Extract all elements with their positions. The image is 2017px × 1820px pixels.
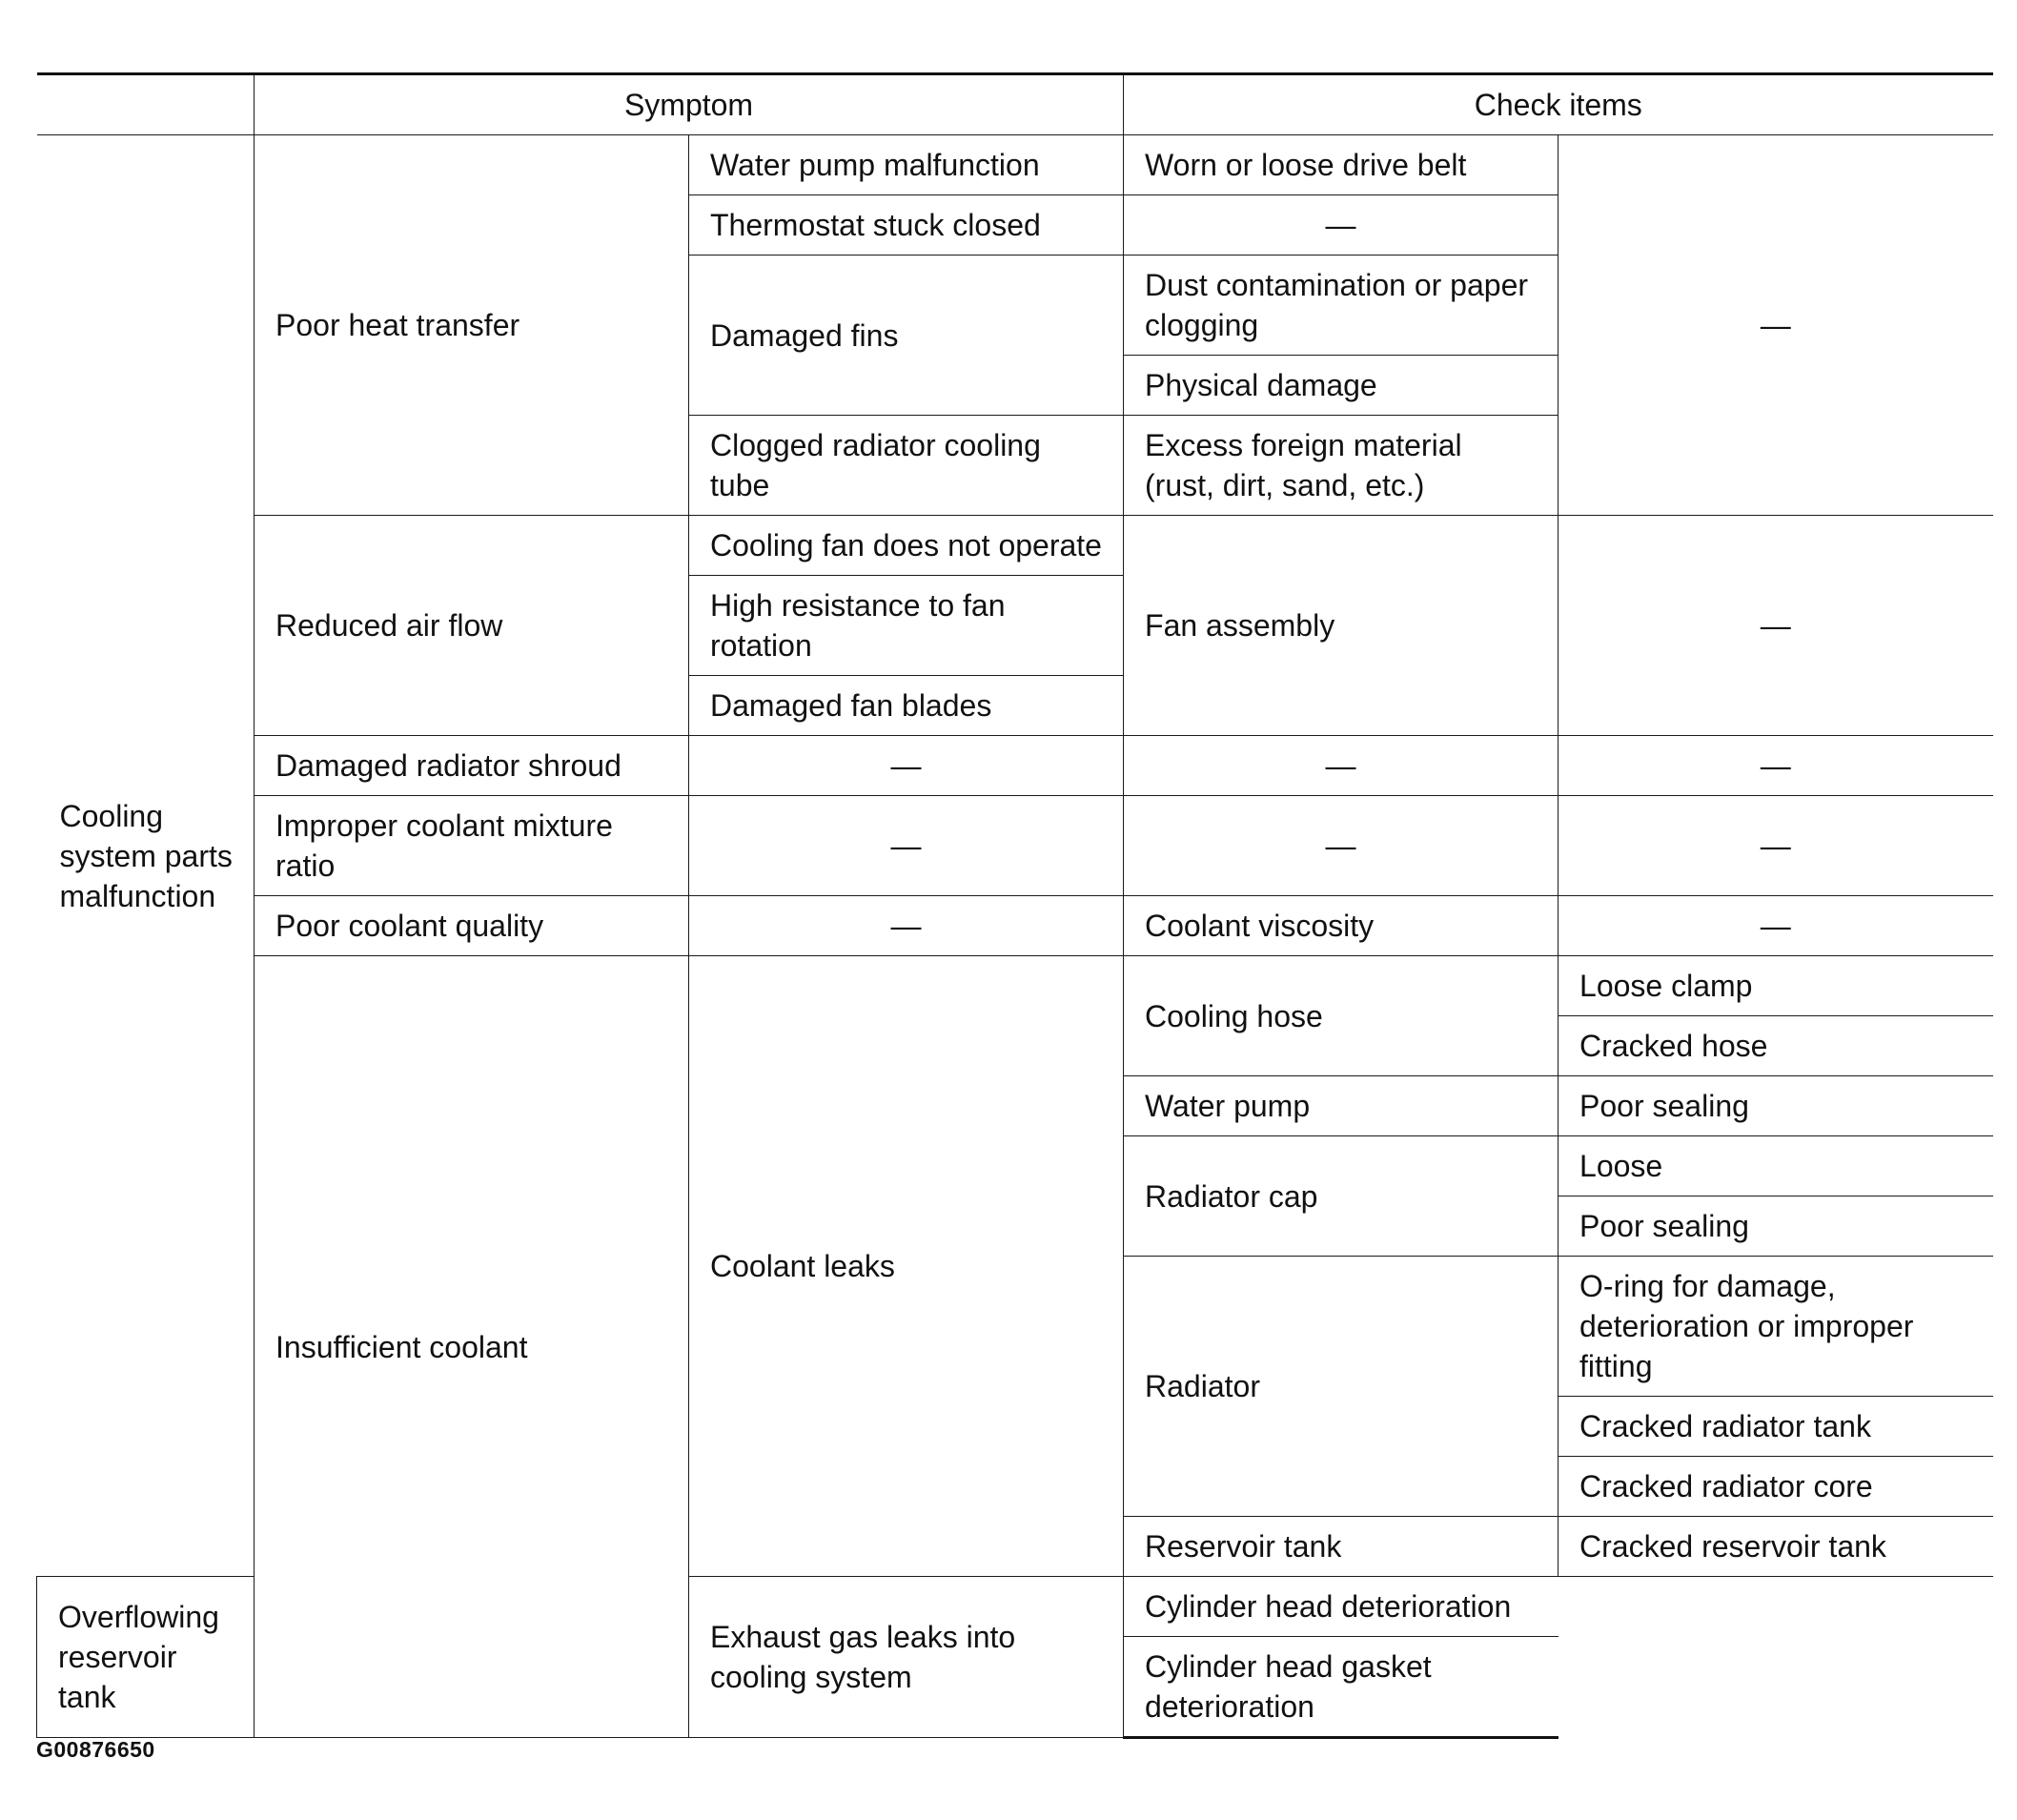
check-none-dash: — <box>1559 135 1993 516</box>
check-none-dash: — <box>1559 896 1993 956</box>
check-exhaust-gas-leaks: Exhaust gas leaks into cooling system <box>689 1577 1124 1738</box>
cause-none-dash: — <box>689 736 1124 796</box>
check-cracked-hose: Cracked hose <box>1559 1016 1993 1076</box>
check-physical-damage: Physical damage <box>1124 356 1559 416</box>
cause-high-resistance-fan: High resistance to fan rotation <box>689 576 1124 676</box>
check-oring: O-ring for damage, deterioration or improper fitting <box>1559 1257 1993 1397</box>
check-dust-contamination: Dust contamination or paper clogging <box>1124 256 1559 356</box>
check-water-pump: Water pump <box>1124 1076 1559 1136</box>
check-none-dash: — <box>1124 195 1559 256</box>
check-fan-assembly: Fan assembly <box>1124 516 1559 736</box>
check-none-dash: — <box>1559 736 1993 796</box>
check-poor-sealing: Poor sealing <box>1559 1076 1993 1136</box>
table-row <box>37 896 1993 956</box>
check-worn-drive-belt: Worn or loose drive belt <box>1124 135 1559 195</box>
cause-damaged-fan-blades: Damaged fan blades <box>689 676 1124 736</box>
header-check-items: Check items <box>1124 74 1993 135</box>
cause-thermostat-stuck-closed: Thermostat stuck closed <box>689 195 1124 256</box>
symptom-poor-heat-transfer: Poor heat transfer <box>255 135 689 516</box>
symptom-poor-coolant-quality: Poor coolant quality <box>255 896 689 956</box>
check-loose-clamp: Loose clamp <box>1559 956 1993 1016</box>
cause-damaged-fins: Damaged fins <box>689 256 1124 416</box>
header-symptom: Symptom <box>255 74 1124 135</box>
table-row <box>37 796 1993 896</box>
header-blank-cell <box>37 74 255 135</box>
check-coolant-viscosity: Coolant viscosity <box>1124 896 1559 956</box>
check-cylinder-head: Cylinder head deterioration <box>1124 1577 1559 1637</box>
check-none-dash: — <box>1559 516 1993 736</box>
symptom-improper-mixture: Improper coolant mixture ratio <box>255 796 689 896</box>
table-row <box>37 736 1993 796</box>
symptom-damaged-shroud: Damaged radiator shroud <box>255 736 689 796</box>
check-none-dash: — <box>1124 736 1559 796</box>
check-radiator-cap: Radiator cap <box>1124 1136 1559 1257</box>
check-cooling-hose: Cooling hose <box>1124 956 1559 1076</box>
check-cracked-radiator-tank: Cracked radiator tank <box>1559 1397 1993 1457</box>
check-cracked-reservoir-tank: Cracked reservoir tank <box>1559 1517 1993 1577</box>
check-none-dash: — <box>1124 796 1559 896</box>
check-excess-foreign-material: Excess foreign material (rust, dirt, sand, etc.) <box>1124 416 1559 516</box>
cause-none-dash: — <box>689 796 1124 896</box>
troubleshooting-table <box>36 72 1993 1739</box>
symptom-reduced-air-flow: Reduced air flow <box>255 516 689 736</box>
cause-water-pump-malfunction: Water pump malfunction <box>689 135 1124 195</box>
cause-none-dash: — <box>689 896 1124 956</box>
check-cracked-radiator-core: Cracked radiator core <box>1559 1457 1993 1517</box>
cause-clogged-radiator-tube: Clogged radiator cooling tube <box>689 416 1124 516</box>
check-reservoir-tank: Reservoir tank <box>1124 1517 1559 1577</box>
cause-fan-does-not-operate: Cooling fan does not operate <box>689 516 1124 576</box>
table-row <box>37 516 1993 576</box>
group-cooling-system-malfunction: Cooling system parts malfunction <box>37 135 255 1577</box>
cause-overflowing-reservoir: Overflowing reservoir tank <box>37 1577 255 1738</box>
check-none-dash: — <box>1559 796 1993 896</box>
table-header-row <box>37 74 1993 135</box>
cause-coolant-leaks: Coolant leaks <box>689 956 1124 1577</box>
check-radiator: Radiator <box>1124 1257 1559 1517</box>
check-loose: Loose <box>1559 1136 1993 1196</box>
figure-id: G00876650 <box>36 1737 155 1762</box>
check-poor-sealing: Poor sealing <box>1559 1196 1993 1257</box>
table-row <box>37 956 1993 1016</box>
symptom-insufficient-coolant: Insufficient coolant <box>255 956 689 1738</box>
check-cylinder-head-gasket: Cylinder head gasket deterioration <box>1124 1637 1559 1738</box>
table-row <box>37 135 1993 195</box>
